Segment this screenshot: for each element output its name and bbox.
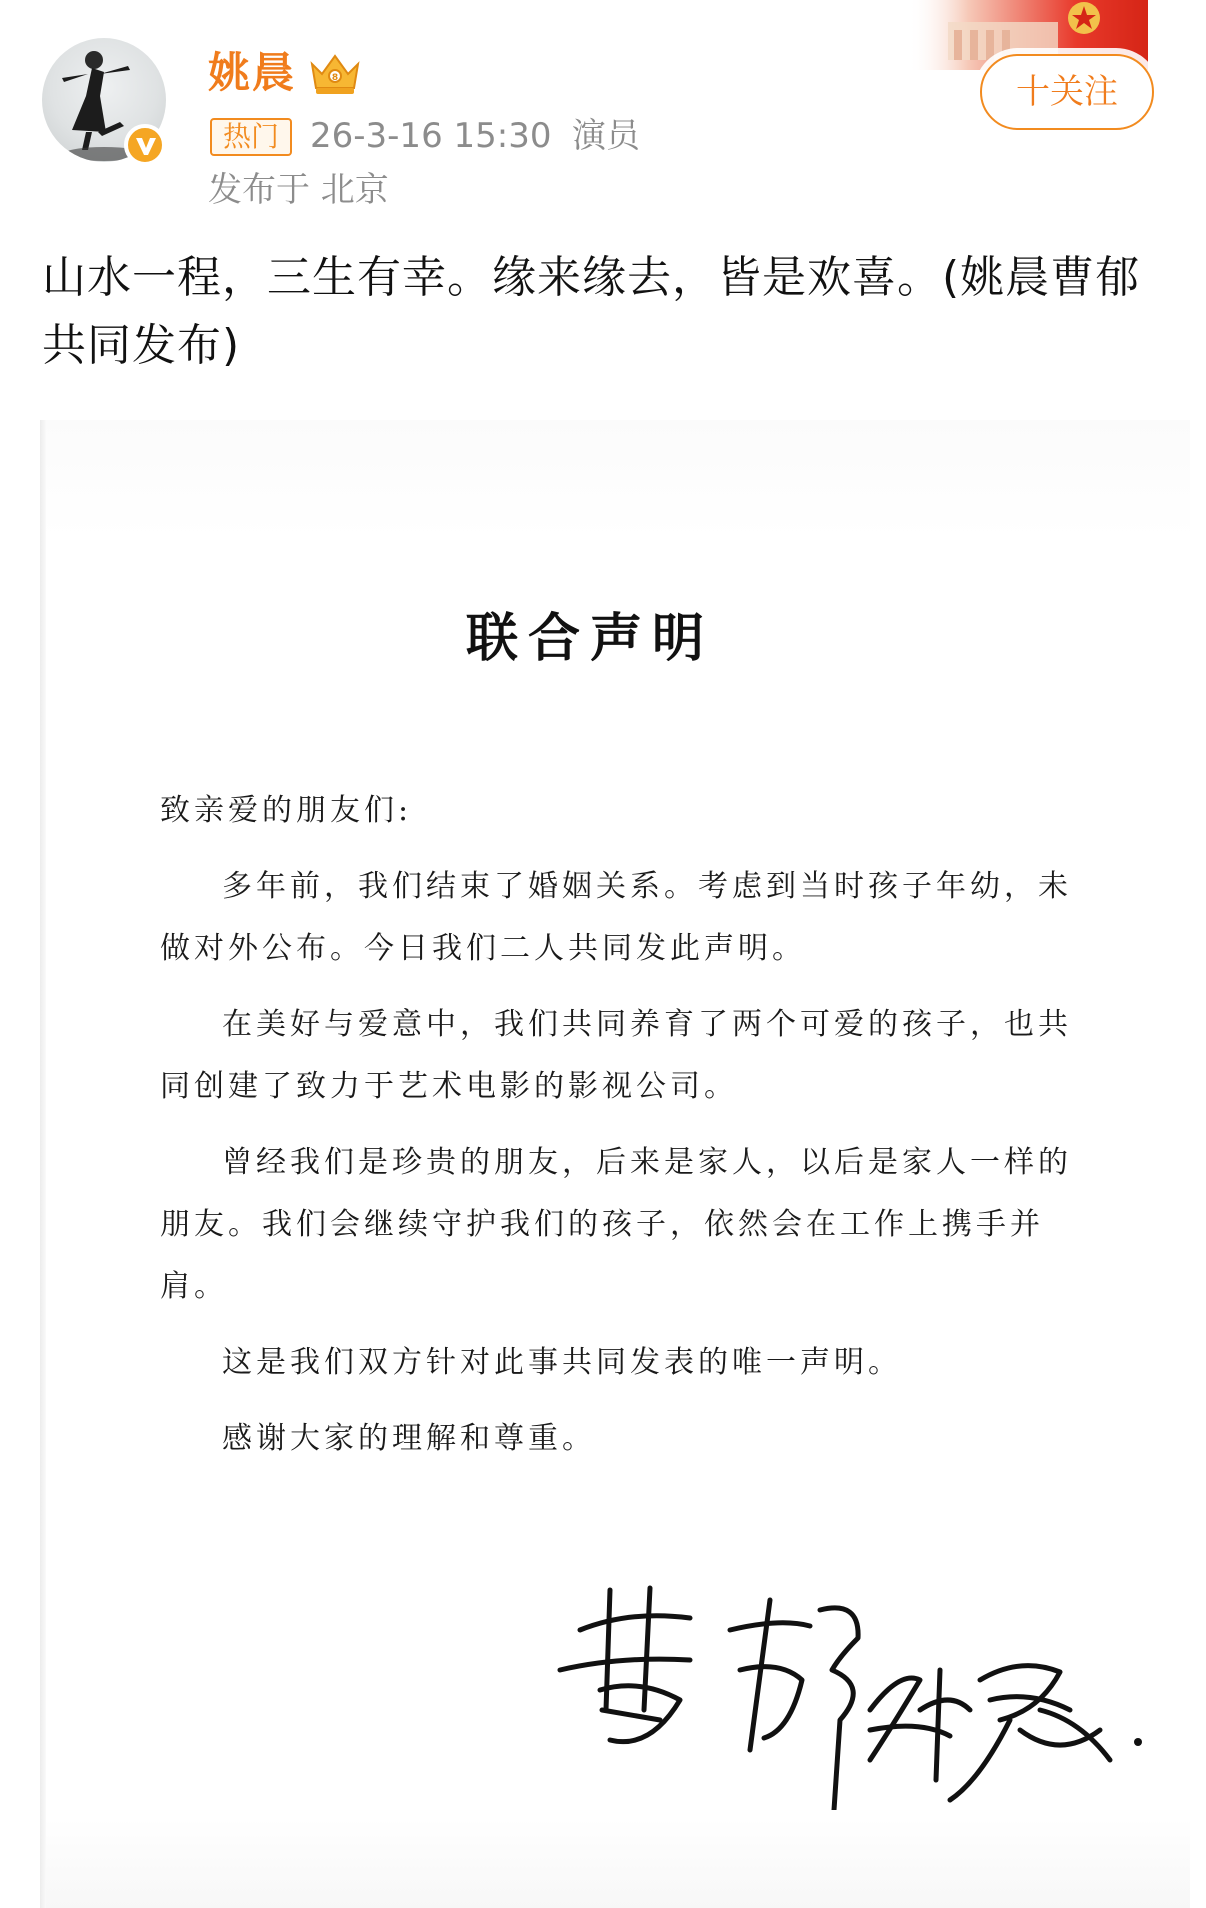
statement-body	[160, 780, 1080, 1484]
post-text: 山水一程，三生有幸。缘来缘去，皆是欢喜。(姚晨曹郁共同发布)	[42, 252, 1141, 371]
statement-paragraph: 这是我们双方针对此事共同发表的唯一声明。	[222, 1345, 902, 1380]
verified-v-icon	[135, 136, 157, 156]
verified-badge	[124, 124, 166, 166]
statement-paragraph: 在美好与爱意中，我们共同养育了两个可爱的孩子，也共同创建了致力于艺术电影的影视公司。	[160, 1007, 1072, 1104]
username[interactable]: 姚晨	[208, 48, 297, 97]
hot-badge: 热门	[210, 118, 292, 156]
crown-membership-icon[interactable]	[308, 52, 362, 96]
statement-paragraph: 感谢大家的理解和尊重。	[222, 1421, 596, 1456]
statement-paragraph: 多年前，我们结束了婚姻关系。考虑到当时孩子年幼，未做对外公布。今日我们二人共同发此声明。	[160, 869, 1072, 966]
user-role: 演员	[572, 116, 640, 156]
svg-text:8: 8	[331, 73, 339, 83]
post-timestamp: 26-3-16 15:30	[310, 116, 552, 156]
post-location: 发布于 北京	[208, 170, 389, 210]
post-header	[0, 0, 1206, 220]
statement-title: 联合声明	[465, 608, 714, 669]
handwritten-signature	[540, 1560, 1160, 1810]
statement-greeting: 致亲爱的朋友们:	[160, 793, 413, 828]
follow-button[interactable]: 十关注	[980, 54, 1154, 130]
statement-image[interactable]	[40, 420, 1190, 1908]
statement-paragraph: 曾经我们是珍贵的朋友，后来是家人，以后是家人一样的朋友。我们会继续守护我们的孩子，依然会在工作上携手并肩。	[160, 1145, 1072, 1304]
